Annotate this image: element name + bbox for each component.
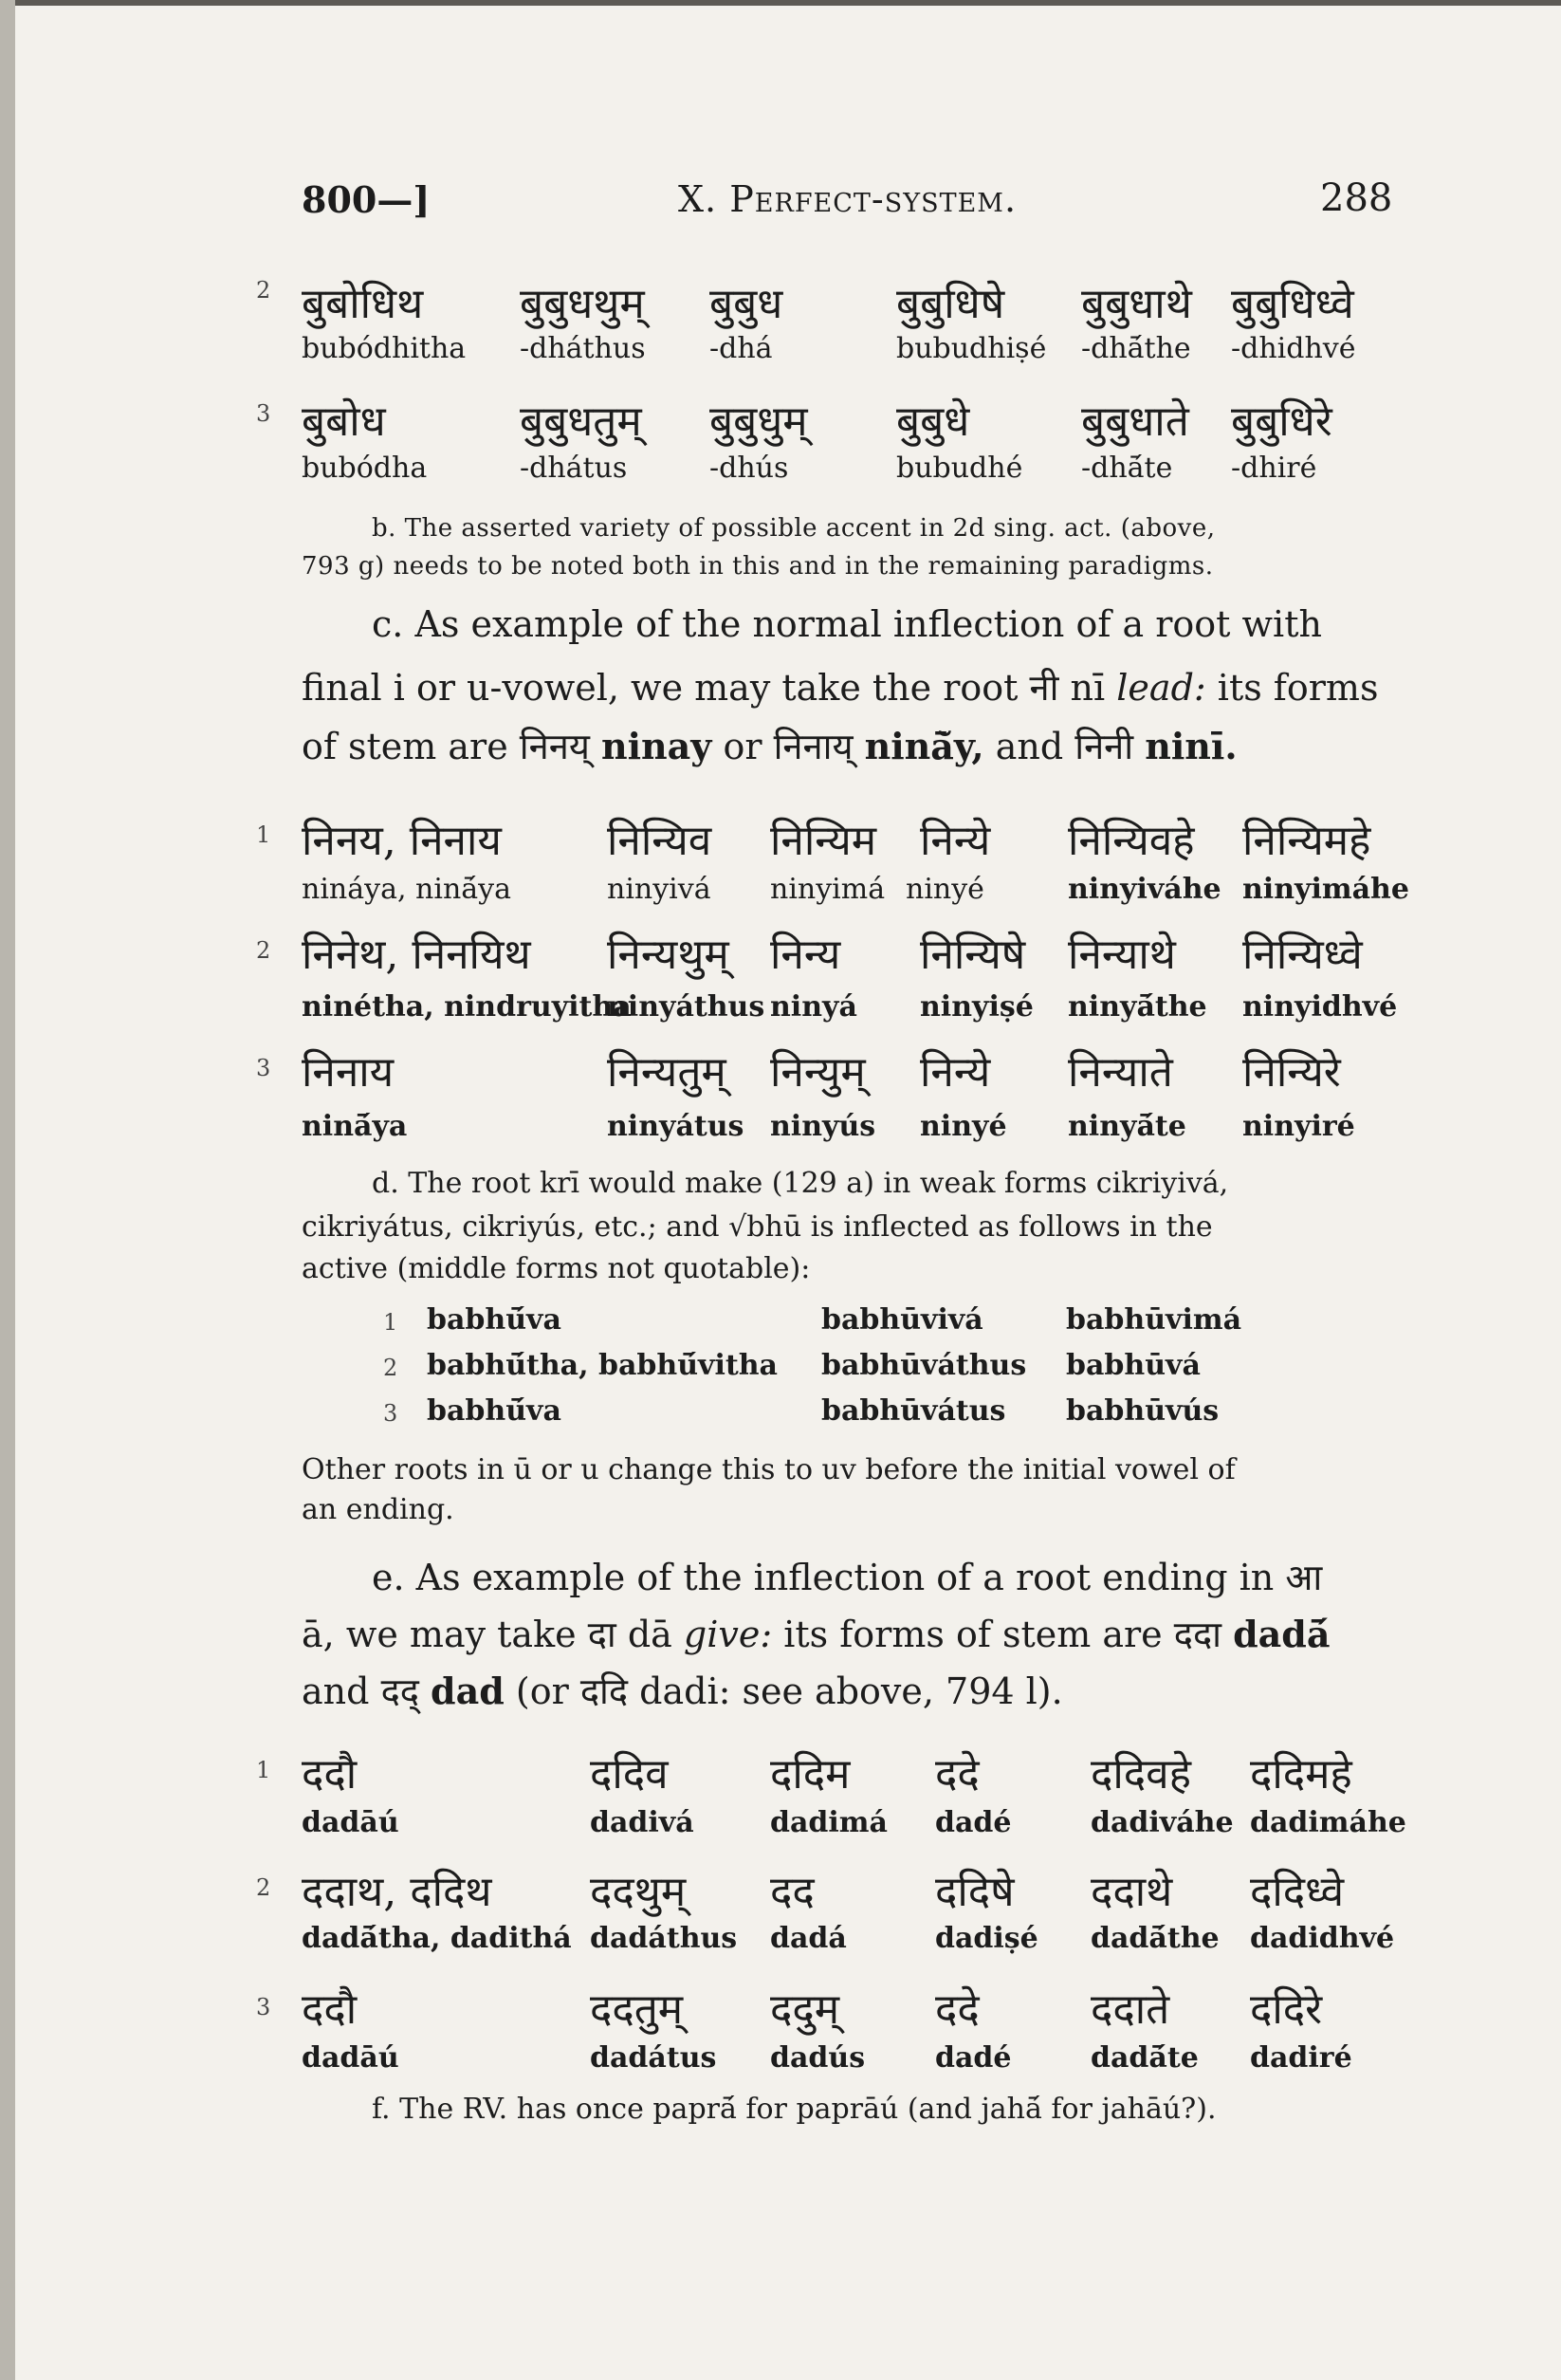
transliteration: babhūvátus <box>821 1394 1006 1428</box>
transliteration: babhūvimá <box>1066 1303 1242 1337</box>
devanagari-form: बुबुध <box>709 280 783 328</box>
transliteration: dadáthus <box>590 1922 738 1955</box>
transliteration: -dhā́the <box>1081 332 1191 365</box>
transliteration: dadivá <box>590 1806 694 1839</box>
person-number: 1 <box>383 1309 398 1336</box>
person-number: 2 <box>256 937 271 964</box>
devanagari-form: बुबुधुम् <box>709 397 808 446</box>
devanagari-inline: नी <box>1029 667 1059 709</box>
transliteration: dadā́the <box>1091 1922 1220 1955</box>
transliteration: dadé <box>935 2041 1012 2075</box>
devanagari-form: ददिषे <box>935 1868 1015 1916</box>
transliteration: -dhátus <box>520 452 628 485</box>
devanagari-inline: दद् <box>380 1670 419 1712</box>
text-run: dadi: see above, 794 l). <box>639 1670 1063 1712</box>
form-bold: dadā́ <box>1233 1613 1331 1655</box>
transliteration: ninyimá <box>770 873 886 906</box>
devanagari-form: निन्याते <box>1068 1048 1173 1097</box>
transliteration: ninyáthus <box>607 990 765 1024</box>
devanagari-form: निनेथ, निनयिथ <box>302 931 531 979</box>
text-run: dā <box>627 1614 672 1655</box>
form-bold: dad <box>431 1670 505 1712</box>
devanagari-form: निन्यिध्वे <box>1242 931 1363 979</box>
person-number: 1 <box>256 821 271 848</box>
transliteration: ninyā́te <box>1068 1110 1186 1143</box>
devanagari-form: बुबुधथुम् <box>520 280 645 328</box>
transliteration: ninā́ya <box>302 1110 408 1143</box>
form-bold: ninā̆y, <box>864 725 984 767</box>
devanagari-form: निन्यिरे <box>1242 1048 1341 1097</box>
form-bold: ninī. <box>1145 725 1238 767</box>
devanagari-form: ददे <box>935 1985 980 2034</box>
transliteration: bubudhiṣé <box>896 332 1047 365</box>
transliteration: ninyidhvé <box>1242 990 1398 1024</box>
devanagari-form: ददौ <box>302 1750 358 1799</box>
running-title: X. Perfect-system. <box>678 178 1018 220</box>
devanagari-form: निनाय <box>302 1048 395 1097</box>
transliteration: ninyimáhe <box>1242 873 1409 906</box>
person-number: 1 <box>256 1757 271 1783</box>
section-ref: 800—] <box>302 178 431 221</box>
devanagari-form: निन्यिव <box>607 817 712 865</box>
devanagari-form: बुबोधिथ <box>302 280 424 328</box>
devanagari-form: दद <box>770 1868 815 1916</box>
devanagari-form: ददाथे <box>1091 1868 1173 1916</box>
paragraph-e-line <box>372 1552 1322 1601</box>
devanagari-form: ददतुम् <box>590 1985 684 2034</box>
devanagari-form: निन्याथे <box>1068 931 1176 979</box>
person-number: 2 <box>256 1874 271 1901</box>
devanagari-inline: ददा <box>1173 1614 1221 1655</box>
devanagari-form: बुबोध <box>302 397 386 446</box>
person-number: 2 <box>256 277 271 304</box>
transliteration: babhū́va <box>427 1394 561 1428</box>
transliteration: -dhidhvé <box>1231 332 1356 365</box>
devanagari-form: निन्ये <box>920 1048 991 1097</box>
devanagari-form: निन्य <box>770 931 841 979</box>
text-run: and <box>302 1670 370 1712</box>
note-b-line: 793 g) needs to be noted both in this and in the remaining paradigms. <box>302 552 1214 581</box>
devanagari-form: ददुम् <box>770 1985 840 2034</box>
transliteration: babhūváthus <box>821 1349 1027 1382</box>
person-number: 3 <box>256 400 271 427</box>
text-run: and <box>995 726 1064 767</box>
devanagari-inline: निनय् <box>519 726 590 767</box>
transliteration: dadāú <box>302 1806 399 1839</box>
devanagari-form: ददौ <box>302 1985 358 2034</box>
transliteration: dadiṣé <box>935 1922 1038 1955</box>
paragraph-c-line: c. As example of the normal inflection of a root with <box>372 603 1322 645</box>
transliteration: dadátus <box>590 2041 717 2075</box>
transliteration: bubudhé <box>896 452 1023 485</box>
devanagari-form: ददाथ, ददिथ <box>302 1868 492 1916</box>
person-number: 2 <box>383 1355 398 1381</box>
text-run: final i or u-vowel, we may take the root <box>302 667 1019 709</box>
transliteration: dadiváhe <box>1091 1806 1234 1839</box>
devanagari-form: निन्यिवहे <box>1068 817 1195 865</box>
devanagari-form: ददिवहे <box>1091 1750 1191 1799</box>
paragraph-other-line: an ending. <box>302 1493 454 1526</box>
devanagari-form: निन्यतुम् <box>607 1048 726 1097</box>
devanagari-form: बुबुधिषे <box>896 280 1005 328</box>
transliteration: ninétha, nindruyitha <box>302 990 632 1024</box>
transliteration: babhū́va <box>427 1303 561 1337</box>
transliteration: ninyiṣé <box>920 990 1034 1024</box>
form-bold: ninay <box>600 725 712 767</box>
transliteration: babhū́tha, babhū́vitha <box>427 1349 778 1382</box>
transliteration: dadā́te <box>1091 2041 1199 2075</box>
transliteration: ninyé <box>906 873 984 906</box>
devanagari-form: बुबुधिरे <box>1231 397 1332 446</box>
person-number: 3 <box>383 1400 398 1427</box>
devanagari-inline: ददि <box>579 1670 629 1712</box>
devanagari-form: बुबुधाते <box>1081 397 1189 446</box>
transliteration: babhūvá <box>1066 1349 1201 1382</box>
transliteration: ninyé <box>920 1110 1007 1143</box>
devanagari-form: ददथुम् <box>590 1868 687 1916</box>
gloss: give: <box>683 1614 773 1655</box>
transliteration: ninyá <box>770 990 857 1024</box>
person-number: 3 <box>256 1994 271 2020</box>
note-b-line: b. The asserted variety of possible accent in 2d sing. act. (above, <box>372 514 1216 543</box>
transliteration: dadá <box>770 1922 847 1955</box>
page-number: 288 <box>1320 176 1393 220</box>
transliteration: ninyús <box>770 1110 876 1143</box>
devanagari-form: निन्यथुम् <box>607 931 729 979</box>
transliteration: babhūvús <box>1066 1394 1220 1428</box>
transliteration: dadimáhe <box>1250 1806 1406 1839</box>
devanagari-form: निन्यिमहे <box>1242 817 1371 865</box>
transliteration: dadidhvé <box>1250 1922 1395 1955</box>
text-run: e. As example of the inflection of a root ending in <box>372 1557 1275 1598</box>
devanagari-inline: निनी <box>1074 726 1134 767</box>
transliteration: -dhiré <box>1231 452 1317 485</box>
devanagari-form: ददिम <box>770 1750 851 1799</box>
transliteration: -dhá <box>709 332 773 365</box>
devanagari-form: बुबुधाथे <box>1081 280 1192 328</box>
text-run: nī <box>1070 667 1106 709</box>
scan-edge-top <box>0 0 1561 6</box>
transliteration: ninyátus <box>607 1110 744 1143</box>
paragraph-f-line: f. The RV. has once paprā́ for paprāú (and jahā́ for jahāú?). <box>372 2093 1217 2126</box>
paragraph-c-line <box>302 662 1378 711</box>
devanagari-form: निन्यिषे <box>920 931 1026 979</box>
paragraph-other-line: Other roots in ū or u change this to uv before the initial vowel of <box>302 1453 1236 1486</box>
transliteration: -dhā́te <box>1081 452 1173 485</box>
devanagari-form: ददे <box>935 1750 980 1799</box>
paragraph-d-line: active (middle forms not quotable): <box>302 1252 811 1285</box>
text-run: its forms <box>1217 667 1379 709</box>
devanagari-inline: दा <box>587 1614 616 1655</box>
devanagari-form: बुबुधिध्वे <box>1231 280 1354 328</box>
transliteration: ninyiré <box>1242 1110 1355 1143</box>
paragraph-c-line <box>302 721 1238 770</box>
paragraph-e-line <box>302 1609 1330 1658</box>
transliteration: ninyiváhe <box>1068 873 1221 906</box>
text-run: (or <box>515 1670 569 1712</box>
devanagari-form: ददिमहे <box>1250 1750 1352 1799</box>
paragraph-e-line <box>302 1666 1063 1715</box>
text-run: ā, we may take <box>302 1614 577 1655</box>
devanagari-form: निन्युम् <box>770 1048 866 1097</box>
devanagari-form: ददिरे <box>1250 1985 1323 2034</box>
transliteration: ninyivá <box>607 873 711 906</box>
devanagari-form: ददिध्वे <box>1250 1868 1345 1916</box>
transliteration: dadāú <box>302 2041 399 2075</box>
devanagari-form: बुबुधतुम् <box>520 397 642 446</box>
transliteration: dadā́tha, dadithá <box>302 1922 572 1955</box>
text-run: its forms of stem are <box>783 1614 1163 1655</box>
scan-edge-left <box>0 0 15 2380</box>
transliteration: -dhús <box>709 452 789 485</box>
devanagari-form: निनय, निनाय <box>302 817 502 865</box>
gloss: lead: <box>1116 667 1206 709</box>
transliteration: bubódha <box>302 452 428 485</box>
devanagari-inline: निनाय् <box>773 726 854 767</box>
devanagari-form: ददिव <box>590 1750 669 1799</box>
transliteration: dadimá <box>770 1806 888 1839</box>
devanagari-inline: आ <box>1285 1557 1323 1598</box>
transliteration: nináya, ninā́ya <box>302 873 511 906</box>
text-run: or <box>723 726 762 767</box>
transliteration: bubódhitha <box>302 332 467 365</box>
person-number: 3 <box>256 1055 271 1081</box>
devanagari-form: निन्ये <box>920 817 991 865</box>
devanagari-form: ददाते <box>1091 1985 1170 2034</box>
devanagari-form: बुबुधे <box>896 397 970 446</box>
devanagari-form: निन्यिम <box>770 817 877 865</box>
transliteration: dadé <box>935 1806 1012 1839</box>
transliteration: dadús <box>770 2041 866 2075</box>
paragraph-d-line: d. The root krī would make (129 a) in weak forms cikriyivá, <box>372 1167 1229 1200</box>
transliteration: dadiré <box>1250 2041 1352 2075</box>
paragraph-d-line: cikriyátus, cikriyús, etc.; and √bhū is inflected as follows in the <box>302 1210 1213 1244</box>
transliteration: ninyā́the <box>1068 990 1207 1024</box>
transliteration: -dháthus <box>520 332 646 365</box>
text-run: of stem are <box>302 726 508 767</box>
transliteration: babhūvivá <box>821 1303 983 1337</box>
